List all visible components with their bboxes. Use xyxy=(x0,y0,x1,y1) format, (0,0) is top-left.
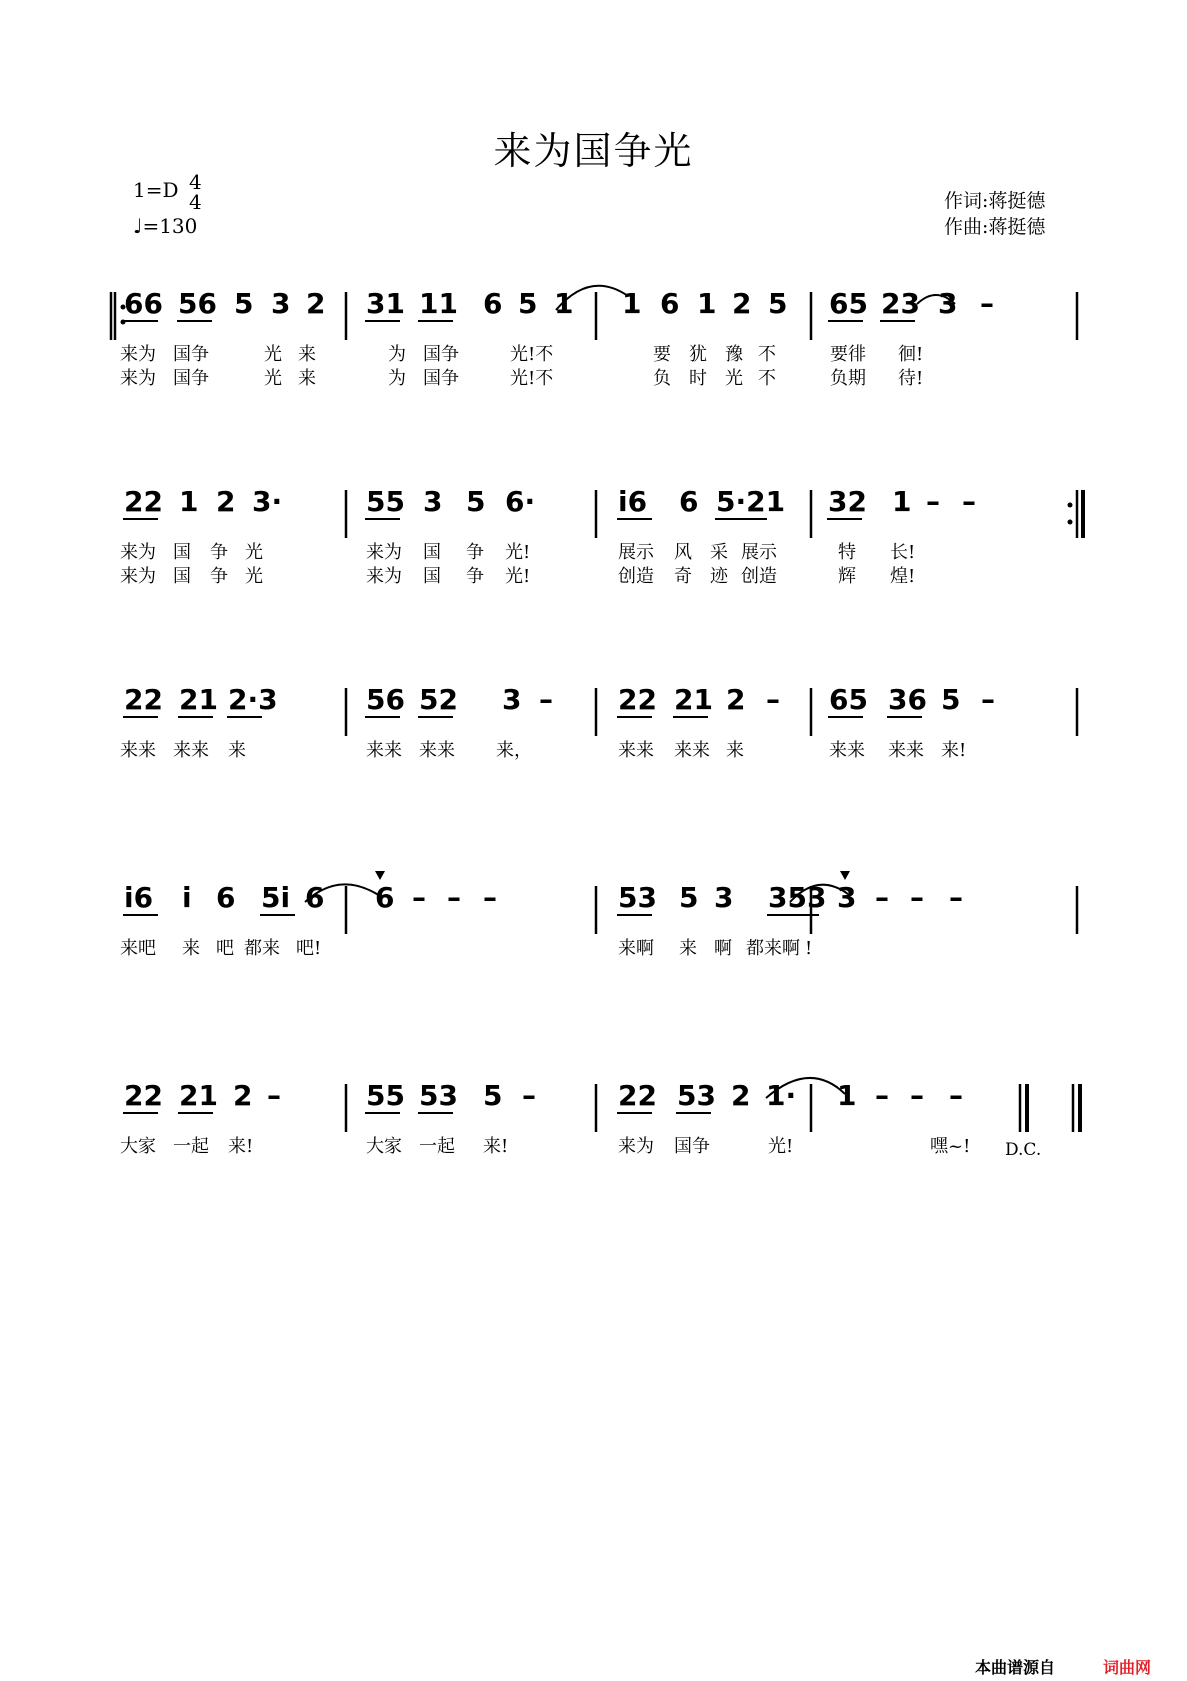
lyric: 一起 xyxy=(173,1136,209,1157)
tempo-line: ♩=130 xyxy=(133,214,198,238)
lyric: 待! xyxy=(898,368,924,389)
note: 3 xyxy=(502,683,522,716)
lyric: 豫 xyxy=(725,344,743,365)
note: 2 xyxy=(233,1079,253,1112)
lyric: 负期 xyxy=(830,368,866,389)
notes-layer xyxy=(123,287,995,1113)
lyric: 犹 xyxy=(689,344,707,365)
note: i xyxy=(182,881,192,914)
lyric: 创造 xyxy=(618,566,654,587)
lyric: 光! xyxy=(505,542,531,563)
note: i6 xyxy=(618,485,648,518)
lyric: 来来 xyxy=(366,740,402,761)
lyric: 来吧 xyxy=(120,938,156,959)
lyric: 国争 xyxy=(423,368,459,389)
note: 31 xyxy=(366,287,405,320)
lyric: 奇 xyxy=(674,566,692,587)
note: 6 xyxy=(305,881,325,914)
note: 5 xyxy=(518,287,538,320)
lyric: 大家 xyxy=(366,1136,402,1157)
note: 5·21 xyxy=(716,485,786,518)
lyric: 都来啊 xyxy=(746,938,800,959)
lyric: 来来 xyxy=(419,740,455,761)
lyric: 国 xyxy=(423,542,441,563)
lyric: 光 xyxy=(725,368,743,389)
note: – xyxy=(447,881,461,914)
lyric: 来来 xyxy=(674,740,710,761)
note: – xyxy=(962,485,976,518)
note: 22 xyxy=(124,683,163,716)
lyric: 来! xyxy=(483,1136,509,1157)
lyric: 光 xyxy=(264,368,282,389)
note: 65 xyxy=(829,287,868,320)
note: 3 xyxy=(938,287,958,320)
note: – xyxy=(483,881,497,914)
note: 5 xyxy=(941,683,961,716)
lyric: 要 xyxy=(653,344,671,365)
lyric: 展示 xyxy=(618,542,654,563)
note: – xyxy=(522,1079,536,1112)
note: – xyxy=(980,287,994,320)
note: – xyxy=(267,1079,281,1112)
note: 36 xyxy=(888,683,927,716)
lyric: 争 xyxy=(466,566,484,587)
note: 21 xyxy=(179,683,218,716)
note: – xyxy=(949,881,963,914)
lyric: 光 xyxy=(245,542,263,563)
lyric: 来为 xyxy=(120,566,156,587)
lyric: 来 xyxy=(298,344,316,365)
note: 1 xyxy=(554,287,574,320)
lyric: ! xyxy=(805,938,813,959)
note: 1 xyxy=(837,1079,857,1112)
lyric: 徊! xyxy=(898,344,924,365)
song-title: 来为国争光 xyxy=(493,129,694,173)
lyric: 来啊 xyxy=(618,938,654,959)
note: – xyxy=(875,881,889,914)
footer-brand: 词曲网 xyxy=(1103,1658,1152,1677)
note: 22 xyxy=(124,1079,163,1112)
lyric: 创造 xyxy=(741,566,777,587)
note: 32 xyxy=(828,485,867,518)
lyric: 一起 xyxy=(419,1136,455,1157)
note: 6 xyxy=(660,287,680,320)
lyric: 国争 xyxy=(173,368,209,389)
note: 1 xyxy=(179,485,199,518)
lyric: 来来 xyxy=(120,740,156,761)
lyric: 来为 xyxy=(618,1136,654,1157)
lyric: 国 xyxy=(173,542,191,563)
note: 2 xyxy=(731,1079,751,1112)
note: 2 xyxy=(726,683,746,716)
lyric: 吧 xyxy=(216,938,234,959)
note: 2 xyxy=(306,287,326,320)
lyric: 来为 xyxy=(366,542,402,563)
lyric: 不 xyxy=(758,344,776,365)
key-signature: 1=D xyxy=(133,178,179,202)
note: 3 xyxy=(271,287,291,320)
lyric: 国争 xyxy=(674,1136,710,1157)
lyric: 要徘 xyxy=(830,344,866,365)
accent-marks xyxy=(375,871,850,880)
lyric: 特 xyxy=(838,542,856,563)
lyric: 啊 xyxy=(714,938,732,959)
lyric: 国 xyxy=(173,566,191,587)
lyric: 吧! xyxy=(296,938,322,959)
note: 353 xyxy=(768,881,827,914)
lyric: 展示 xyxy=(741,542,777,563)
note: – xyxy=(926,485,940,518)
footer-source: 本曲谱源自 xyxy=(975,1658,1056,1677)
note: 2 xyxy=(216,485,236,518)
note: – xyxy=(910,1079,924,1112)
note: – xyxy=(910,881,924,914)
note: 3 xyxy=(837,881,857,914)
lyric: 风 xyxy=(674,542,692,563)
composer: 作曲:蒋挺德 xyxy=(944,216,1046,238)
lyric: 来 xyxy=(228,740,246,761)
lyric: 争 xyxy=(466,542,484,563)
note: 11 xyxy=(419,287,458,320)
lyric: 来来 xyxy=(173,740,209,761)
note: 5 xyxy=(768,287,788,320)
note: 66 xyxy=(124,287,163,320)
note: 53 xyxy=(618,881,657,914)
lyric: 光!不 xyxy=(510,368,554,389)
lyric: 来! xyxy=(941,740,967,761)
note: 6· xyxy=(505,485,536,518)
lyric: 来为 xyxy=(120,542,156,563)
lyric: 来为 xyxy=(120,368,156,389)
lyric: 时 xyxy=(689,368,707,389)
note: 5i xyxy=(261,881,291,914)
note: 23 xyxy=(881,287,920,320)
note: 3 xyxy=(423,485,443,518)
lyric: 为 xyxy=(388,368,406,389)
note: 53 xyxy=(677,1079,716,1112)
note: 5 xyxy=(234,287,254,320)
note: 22 xyxy=(618,683,657,716)
note: – xyxy=(539,683,553,716)
dc-mark: D.C. xyxy=(1005,1140,1042,1160)
lyricist: 作词:蒋挺德 xyxy=(944,190,1046,212)
lyric: 国 xyxy=(423,566,441,587)
note: 21 xyxy=(674,683,713,716)
note: 2·3 xyxy=(228,683,278,716)
note: 6 xyxy=(679,485,699,518)
lyric: 采 xyxy=(710,542,728,563)
lyric: 长! xyxy=(890,542,916,563)
lyric: 国争 xyxy=(423,344,459,365)
lyric: 国争 xyxy=(173,344,209,365)
note: 53 xyxy=(419,1079,458,1112)
lyric: 嘿~! xyxy=(930,1136,971,1157)
lyric: 光! xyxy=(505,566,531,587)
note: 65 xyxy=(829,683,868,716)
lyric: 来为 xyxy=(120,344,156,365)
note: 1 xyxy=(697,287,717,320)
note: 21 xyxy=(179,1079,218,1112)
note: 6 xyxy=(483,287,503,320)
lyric: 来! xyxy=(228,1136,254,1157)
lyric: 来， xyxy=(496,740,532,761)
note: 5 xyxy=(679,881,699,914)
quarter-note-icon: ♩ xyxy=(133,214,143,238)
lyric: 来 xyxy=(679,938,697,959)
note: 56 xyxy=(366,683,405,716)
note: 3· xyxy=(252,485,283,518)
note: 1 xyxy=(622,287,642,320)
lyric: 光 xyxy=(264,344,282,365)
note: i6 xyxy=(124,881,154,914)
lyric: 都来 xyxy=(244,938,280,959)
note: – xyxy=(766,683,780,716)
note: 52 xyxy=(419,683,458,716)
note: – xyxy=(412,881,426,914)
lyric: 迹 xyxy=(710,566,728,587)
lyrics-layer xyxy=(120,344,970,1157)
lyric: 来来 xyxy=(888,740,924,761)
lyric: 为 xyxy=(388,344,406,365)
lyric: 争 xyxy=(210,542,228,563)
note: 3 xyxy=(714,881,734,914)
note: 22 xyxy=(124,485,163,518)
note: 6 xyxy=(216,881,236,914)
lyric: 不 xyxy=(758,368,776,389)
lyric: 来来 xyxy=(618,740,654,761)
lyric: 负 xyxy=(653,368,671,389)
note: – xyxy=(949,1079,963,1112)
lyric: 来 xyxy=(182,938,200,959)
lyric: 来 xyxy=(726,740,744,761)
note: 22 xyxy=(618,1079,657,1112)
note: 1 xyxy=(892,485,912,518)
lyric: 来为 xyxy=(366,566,402,587)
lyric: 大家 xyxy=(120,1136,156,1157)
lyric: 光!不 xyxy=(510,344,554,365)
lyric: 光 xyxy=(245,566,263,587)
lyric: 争 xyxy=(210,566,228,587)
lyric: 来来 xyxy=(829,740,865,761)
note: 56 xyxy=(178,287,217,320)
note: 55 xyxy=(366,485,405,518)
note: 5 xyxy=(483,1079,503,1112)
lyric: 辉 xyxy=(838,566,856,587)
note: – xyxy=(875,1079,889,1112)
note: 1· xyxy=(766,1079,797,1112)
note: – xyxy=(981,683,995,716)
note: 55 xyxy=(366,1079,405,1112)
lyric: 煌! xyxy=(890,566,916,587)
note: 5 xyxy=(466,485,486,518)
lyric: 光! xyxy=(768,1136,794,1157)
note: 6 xyxy=(375,881,395,914)
note: 2 xyxy=(732,287,752,320)
lyric: 来 xyxy=(298,368,316,389)
time-signature: 4 4 xyxy=(189,170,202,214)
